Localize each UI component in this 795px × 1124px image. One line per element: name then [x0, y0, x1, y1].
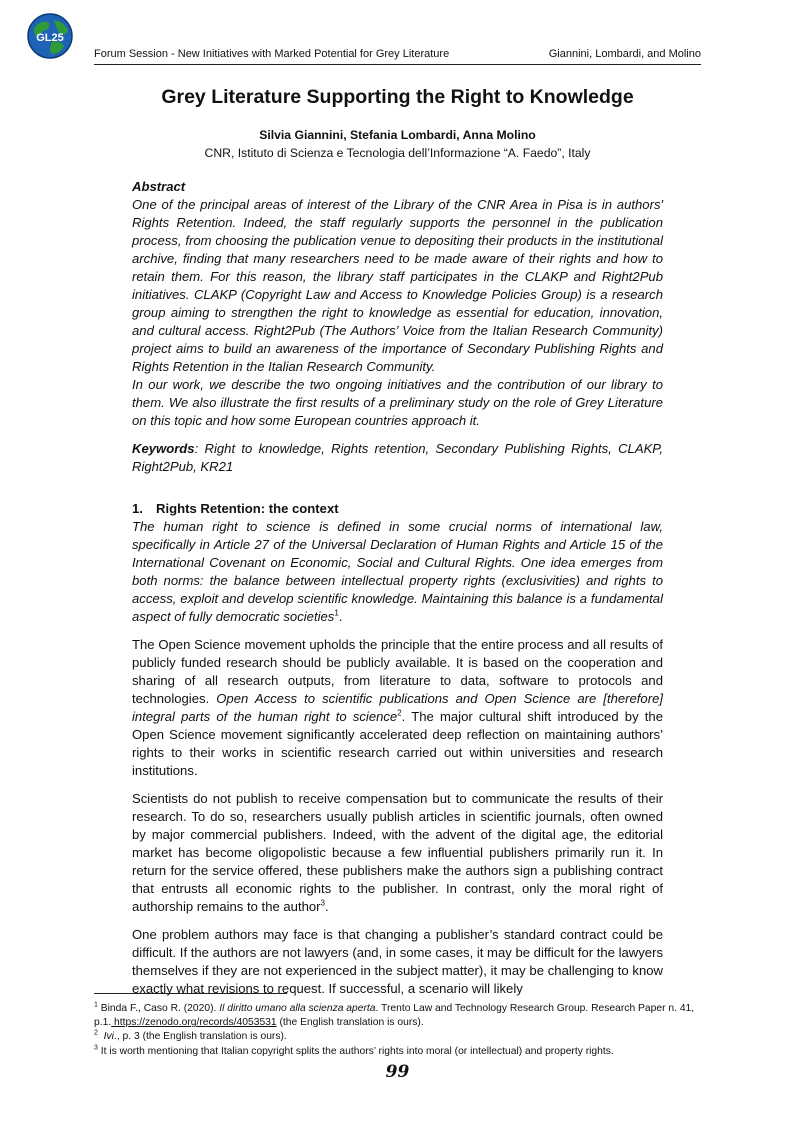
logo-text: GL25	[36, 32, 64, 44]
paper-title: Grey Literature Supporting the Right to Knowledge	[161, 86, 634, 108]
keywords-label: Keywords	[132, 441, 195, 456]
abstract-paragraph-1: One of the principal areas of interest of the Library of the CNR Area in Pisa is in authors' Rights Retention. Indeed, the staff regularly supports the personnel in the publication process, from choosing the publication venue to depositing their products in the institutional archive, finding that many researchers need to be made aware of their rights and how to retain them. For this reason, the library staff participates in the CLAKP and Right2Pub initiatives. CLAKP (Copyright Law and Access to Knowledge Policies Group) is a research group aiming to strengthen the right to knowledge as essential for education, innovation, and cultural access. Right2Pub (The Authors’ Voice from the Italian Research Community) project aims to build an awareness of the importance of Secondary Publishing Rights and Rights Retention in the Italian Research Community.	[132, 197, 663, 374]
footnote-1-text-b: . Trento Law and Technology Research Group. Research Paper n. 41, p.1.	[94, 1003, 695, 1029]
abstract-paragraph-2: In our work, we describe the two ongoing initiatives and the contribution of our library to them. We also illustrate the first results of a preliminary study on the role of Grey Literature on this topic and how some European countries approach it.	[132, 377, 663, 428]
header-session: Forum Session - New Initiatives with Marked Potential for Grey Literature	[94, 48, 450, 60]
header-authors: Giannini, Lombardi, and Molino	[548, 48, 701, 60]
affiliation: CNR, Istituto di Scienza e Tecnologia dell’Informazione “A. Faedo”, Italy	[204, 146, 591, 160]
section-paragraph-4: One problem authors may face is that changing a publisher’s standard contract could be difficult. If the authors are not lawyers (and, in some cases, it may be difficult for the lawyers themselves if they are not experienced in the subject matter), it may be challenging to know exactly what revisions to request. If successful, a scenario will likely	[132, 927, 663, 996]
paragraph-1-text: The human right to science is defined in some crucial norms of international law, specifically in Article 27 of the Universal Declaration of Human Rights and Article 15 of the International Covenant on Economic, Social and Cultural Rights. One idea emerges from both norms: the balance between intellectual property rights (exclusivities) and rights to access, exploit and develop scientific knowledge. Maintaining this balance is a fundamental aspect of fully democratic societies	[132, 519, 663, 624]
abstract-heading: Abstract	[132, 179, 186, 194]
footnote-3-text: It is worth mentioning that Italian copyright splits the authors’ rights into moral (or intellectual) and property rights.	[97, 1045, 614, 1057]
footnote-2-ivi: Ivi	[103, 1031, 114, 1043]
footnote-1-text-c: (the English translation is ours).	[276, 1017, 424, 1029]
gl25-logo	[26, 12, 74, 60]
section-paragraph-1	[132, 518, 663, 626]
paragraph-2-text-b: . The major cultural shift introduced by the Open Science movement significantly accelerated deep reflection on maintaining authors’ rights to their works in scientific research carried out within universities and research institutions.	[132, 709, 663, 778]
page-number: 99	[385, 1062, 410, 1082]
section-paragraph-2	[132, 636, 663, 780]
footnote-1-link[interactable]: https://zenodo.org/records/4053531	[111, 1017, 277, 1029]
footnote-1-number: 1	[94, 1001, 98, 1009]
paragraph-3-text: Scientists do not publish to receive compensation but to communicate the results of their research. To do so, researchers usually publish articles in scientific journals, often owned by major commercial publishers. Indeed, with the advent of the digital age, the editorial market has become oligopolistic because a few influential publishers primarily run it. In return for the service offered, these publishers make the authors sign a publishing contract that entrusts all economic rights to the publisher. In contrast, only the moral right of authorship remains to the author	[132, 791, 663, 914]
footnotes	[94, 1002, 701, 1059]
footnote-2-text: ., p. 3 (the English translation is ours).	[113, 1031, 287, 1043]
section-paragraph-3	[132, 790, 663, 916]
footnote-1	[94, 1002, 701, 1030]
paragraph-3-end: .	[324, 899, 329, 914]
globe-icon	[26, 12, 74, 60]
footnote-1-text-a: Binda F., Caso R. (2020).	[97, 1003, 220, 1014]
footnote-3-number: 3	[94, 1044, 98, 1052]
keywords	[132, 440, 663, 476]
keywords-text: : Right to knowledge, Rights retention, Secondary Publishing Rights, CLAKP, Right2Pub, KR21	[132, 441, 663, 474]
footnote-2	[94, 1030, 701, 1044]
paragraph-1-end: .	[338, 609, 343, 624]
paragraph-2-text-a: The Open Science movement upholds the principle that the entire process and all results of publicly funded research should be publicly available. It is based on the cooperation and sharing of all research outputs, from literature to data, software to protocols and technologies.	[132, 637, 663, 706]
section-heading	[132, 500, 663, 518]
section-title: Rights Retention: the context	[156, 501, 339, 516]
footnote-1-work-title: Il diritto umano alla scienza aperta	[219, 1003, 376, 1014]
footnote-separator	[94, 993, 287, 994]
footnote-ref-1[interactable]: 1	[334, 608, 339, 618]
author-list: Silvia Giannini, Stefania Lombardi, Anna Molino	[259, 128, 536, 142]
main-content	[132, 178, 663, 998]
section-number: 1.	[132, 501, 143, 516]
footnote-2-number: 2	[94, 1029, 98, 1037]
footnote-ref-3[interactable]: 3	[320, 898, 325, 908]
running-header	[94, 48, 701, 65]
footnote-ref-2[interactable]: 2	[397, 708, 402, 718]
footnote-3	[94, 1045, 701, 1059]
paragraph-2-quote: Open Access to scientific publications and Open Science are [therefore] integral parts of the human right to science	[132, 691, 663, 724]
